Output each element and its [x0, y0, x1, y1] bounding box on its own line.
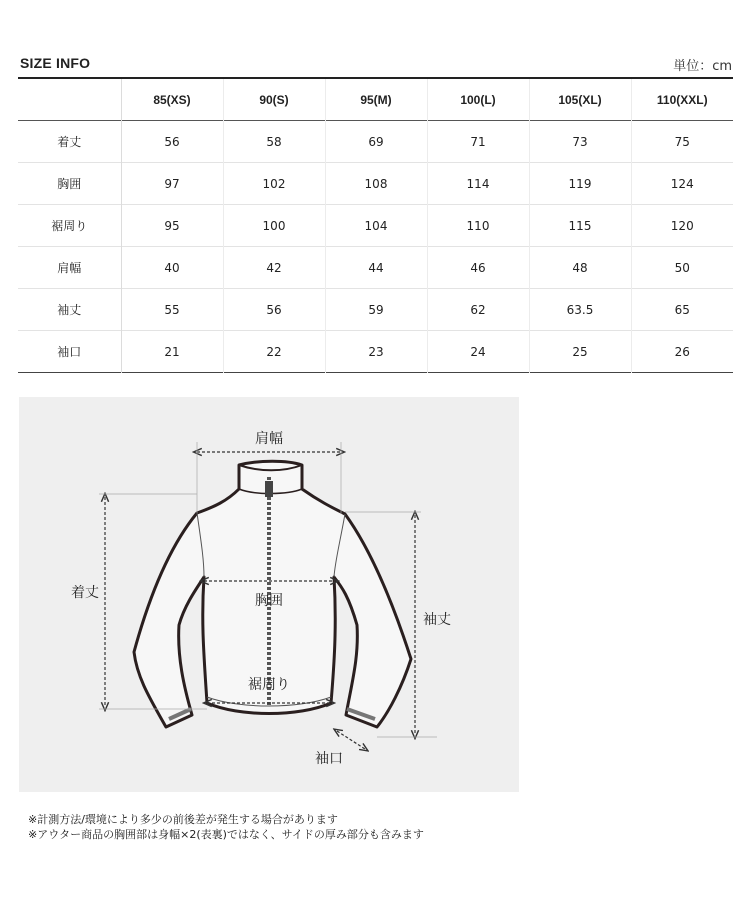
- table-cell: 65: [674, 302, 690, 317]
- table-cell: 100: [223, 205, 325, 247]
- table-cell: 102: [223, 163, 325, 205]
- table-row: [18, 163, 733, 205]
- row-label: 着丈: [18, 121, 121, 163]
- table-cell: 56: [223, 289, 325, 331]
- table-cell: 104: [325, 205, 427, 247]
- table-cell: 62: [427, 289, 529, 331]
- table-cell: 21: [121, 331, 223, 373]
- table-cell: 48: [529, 247, 631, 289]
- label-sleeve: 袖丈: [423, 612, 451, 628]
- table-cell: 56: [121, 121, 223, 163]
- column-header: 105(XL): [529, 78, 631, 121]
- table-cell: 69: [325, 121, 427, 163]
- table-cell: 124: [670, 176, 694, 191]
- table-cell: 97: [121, 163, 223, 205]
- size-info-title: SIZE INFO: [20, 55, 91, 71]
- table-cell: 95: [121, 205, 223, 247]
- table-cell: 22: [223, 331, 325, 373]
- table-row: [18, 289, 733, 331]
- table-cell: 63.5: [529, 289, 631, 331]
- table-row: [18, 205, 733, 247]
- row-label: 胸囲: [18, 163, 121, 205]
- label-chest: 胸囲: [255, 593, 283, 609]
- table-cell: 40: [121, 247, 223, 289]
- table-cell: 58: [223, 121, 325, 163]
- label-length: 着丈: [71, 585, 99, 601]
- label-shoulder: 肩幅: [255, 431, 283, 447]
- note-line: ※計測方法/環境により多少の前後差が発生する場合があります: [28, 813, 338, 826]
- column-header: 90(S): [223, 78, 325, 121]
- table-cell: 44: [325, 247, 427, 289]
- cuff-arrow: [337, 731, 365, 749]
- row-label: 袖口: [18, 331, 121, 373]
- jacket-diagram-svg: [19, 397, 519, 792]
- table-cell: 119: [529, 163, 631, 205]
- notes: [28, 812, 424, 842]
- size-table-header-row: [18, 78, 733, 121]
- table-cell: 115: [529, 205, 631, 247]
- table-row: [18, 247, 733, 289]
- measurement-diagram: [19, 397, 519, 792]
- table-cell: 25: [529, 331, 631, 373]
- table-cell: 114: [427, 163, 529, 205]
- column-header: 95(M): [325, 78, 427, 121]
- table-cell: 55: [121, 289, 223, 331]
- size-info-header: [20, 55, 732, 77]
- table-cell: 120: [670, 218, 694, 233]
- table-cell: 23: [325, 331, 427, 373]
- size-table: [18, 77, 733, 373]
- column-header: [18, 78, 121, 121]
- table-row: [18, 121, 733, 163]
- row-label: 裾周り: [18, 205, 121, 247]
- table-cell: 24: [427, 331, 529, 373]
- table-cell: 73: [529, 121, 631, 163]
- table-cell: 42: [223, 247, 325, 289]
- row-label: 肩幅: [18, 247, 121, 289]
- table-cell: 71: [427, 121, 529, 163]
- table-row: [18, 331, 733, 373]
- table-cell: 59: [325, 289, 427, 331]
- table-cell: 108: [325, 163, 427, 205]
- column-header: 85(XS): [121, 78, 223, 121]
- table-cell: 46: [427, 247, 529, 289]
- unit-label: 単位：cm: [673, 59, 732, 74]
- label-cuff: 袖口: [315, 751, 343, 767]
- zipper-pull: [265, 481, 273, 497]
- table-cell: 50: [674, 260, 690, 275]
- row-label: 袖丈: [18, 289, 121, 331]
- column-header: 110(XXL): [656, 92, 708, 107]
- table-cell: 110: [427, 205, 529, 247]
- label-hem: 裾周り: [248, 677, 290, 693]
- column-header: 100(L): [427, 78, 529, 121]
- table-cell: 26: [674, 344, 690, 359]
- note-line: ※アウター商品の胸囲部は身幅×2(表裏)ではなく、サイドの厚み部分も含みます: [28, 828, 424, 841]
- table-cell: 75: [674, 134, 690, 149]
